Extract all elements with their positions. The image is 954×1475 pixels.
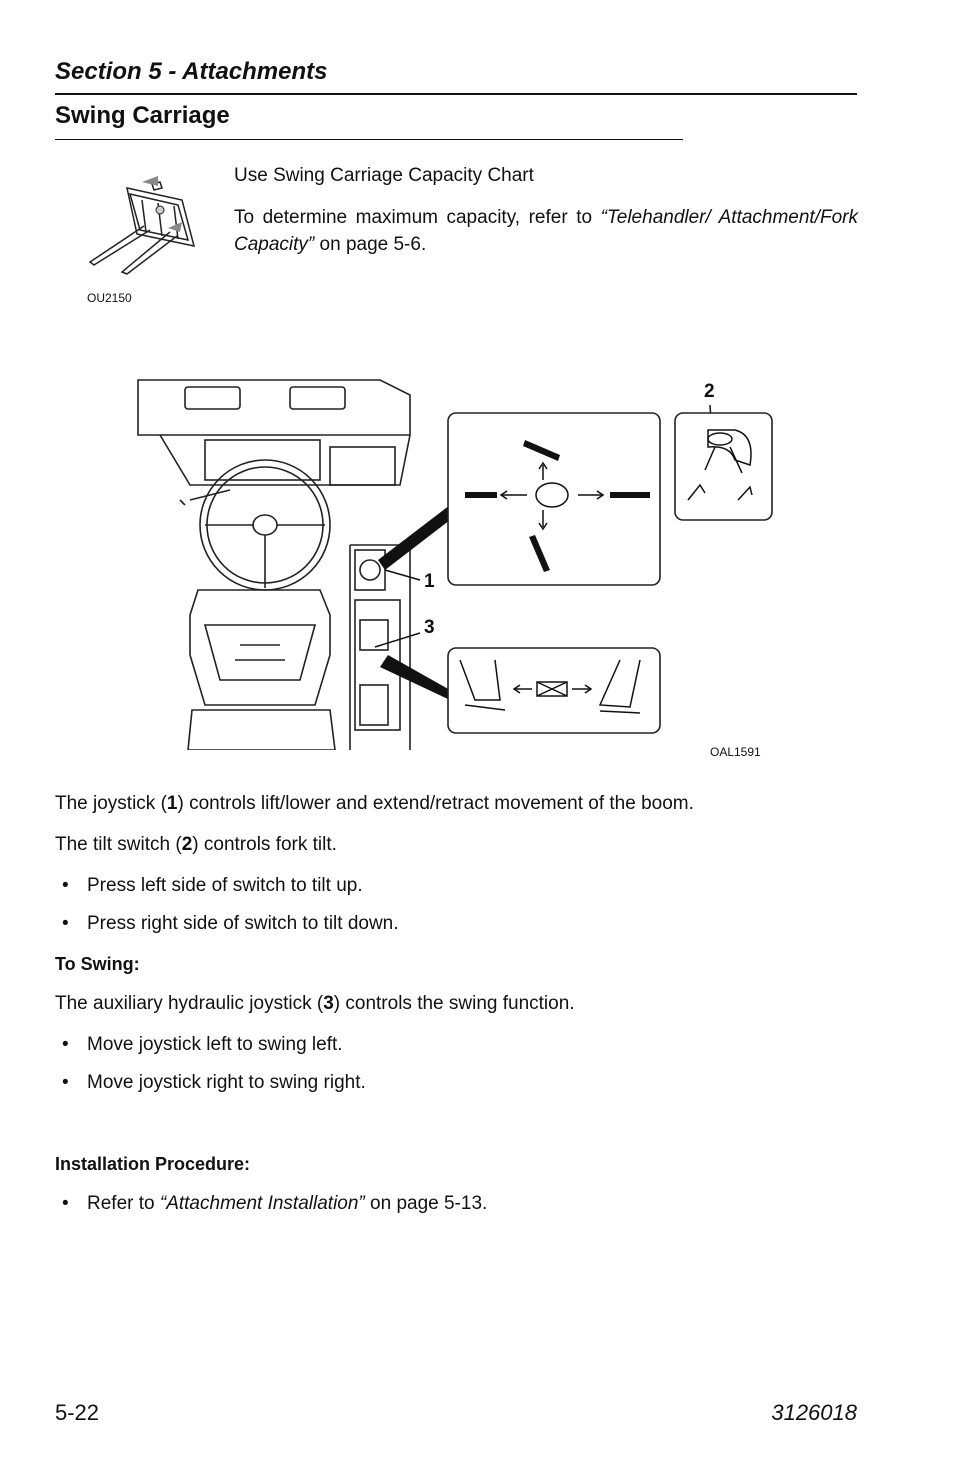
intro-tail: on page 5-6. xyxy=(314,234,427,255)
p2-ref: 2 xyxy=(181,834,193,855)
intro-line: Use Swing Carriage Capacity Chart xyxy=(234,165,534,186)
bullet-symbol: • xyxy=(62,875,69,896)
bullet-symbol: • xyxy=(62,913,69,934)
p1-lead: The joystick ( xyxy=(55,793,167,814)
tilt-paragraph xyxy=(55,834,337,856)
p3-lead: The auxiliary hydraulic joystick ( xyxy=(55,993,324,1014)
swing-paragraph xyxy=(55,993,575,1015)
bullet5-tail: on page 5-13. xyxy=(364,1193,488,1214)
page-number: 5-22 xyxy=(55,1400,100,1425)
figure-code: OAL1591 xyxy=(710,745,761,759)
bullet-text: Press left side of switch to tilt up. xyxy=(87,875,363,896)
list-item xyxy=(62,875,363,897)
list-item xyxy=(62,1072,366,1094)
list-item xyxy=(62,913,399,935)
heading-to-swing: To Swing: xyxy=(55,954,140,974)
p3-tail: ) controls the swing function. xyxy=(333,993,575,1014)
page-title: Swing Carriage xyxy=(55,102,230,129)
p3-ref: 3 xyxy=(323,993,334,1014)
header-rule xyxy=(55,93,857,95)
list-item xyxy=(62,1193,487,1215)
p2-tail: ) controls fork tilt. xyxy=(192,834,337,855)
bullet-text: Move joystick left to swing left. xyxy=(87,1034,343,1055)
bullet-symbol: • xyxy=(62,1034,69,1055)
cab-controls-illustration xyxy=(130,375,780,750)
bullet-symbol: • xyxy=(62,1193,69,1214)
bullet5-reference: “Attachment Installation” xyxy=(159,1193,365,1214)
callout-2: 2 xyxy=(704,381,715,402)
bullet-symbol: • xyxy=(62,1072,69,1093)
p2-lead: The tilt switch ( xyxy=(55,834,182,855)
thumbnail-code: OU2150 xyxy=(87,291,132,305)
p1-ref: 1 xyxy=(166,793,178,814)
bullet-text: Move joystick right to swing right. xyxy=(87,1072,366,1093)
intro-reference: “Telehandler/ Attachment/Fork Capacity” xyxy=(234,207,858,255)
bullet-text: Press right side of switch to tilt down. xyxy=(87,913,399,934)
callout-1: 1 xyxy=(424,571,435,592)
title-rule xyxy=(55,139,683,140)
document-number: 3126018 xyxy=(771,1400,857,1425)
intro-lead: To determine maximum capacity, refer to xyxy=(234,207,601,228)
section-title: Section 5 - Attachments xyxy=(55,58,328,85)
p1-tail: ) controls lift/lower and extend/retract movement of the boom. xyxy=(177,793,694,814)
bullet5-lead: Refer to xyxy=(87,1193,160,1214)
joystick-paragraph xyxy=(55,793,694,815)
heading-installation: Installation Procedure: xyxy=(55,1154,251,1174)
list-item xyxy=(62,1034,343,1056)
swing-carriage-thumbnail xyxy=(82,170,207,275)
callout-3: 3 xyxy=(424,617,435,638)
intro-paragraph xyxy=(234,204,858,258)
